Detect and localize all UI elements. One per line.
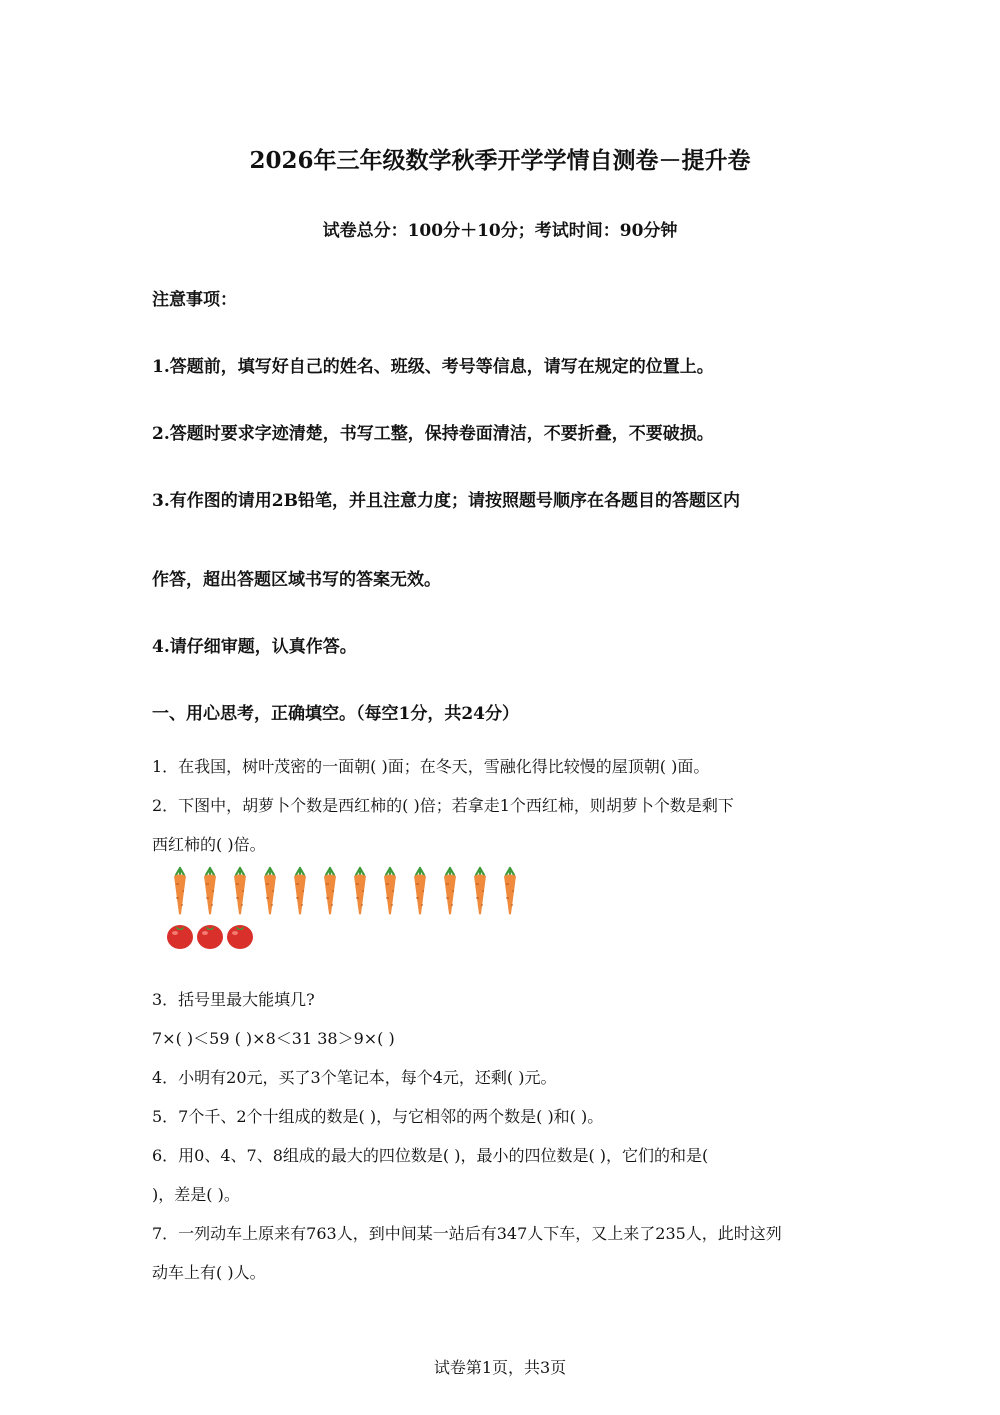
note-item: 3.有作图的请用2B铅笔，并且注意力度；请按照题号顺序在各题目的答题区内	[152, 491, 740, 511]
question-6: 6．用0、4、7、8组成的最大的四位数是( )，最小的四位数是( )，它们的和是(	[152, 1146, 709, 1165]
exam-info: 试卷总分：100分＋10分；考试时间：90分钟	[322, 221, 678, 241]
carrot-row	[165, 866, 525, 916]
carrot-icon	[255, 866, 285, 916]
tomato-icon	[165, 920, 195, 950]
note-item: 作答，超出答题区域书写的答案无效。	[152, 570, 441, 590]
carrot-icon	[285, 866, 315, 916]
question-4: 4．小明有20元，买了3个笔记本，每个4元，还剩( )元。	[152, 1068, 557, 1087]
tomato-row	[165, 920, 255, 950]
carrot-icon	[345, 866, 375, 916]
notes-heading: 注意事项：	[152, 290, 237, 310]
carrot-icon	[435, 866, 465, 916]
note-item: 1.答题前，填写好自己的姓名、班级、考号等信息，请写在规定的位置上。	[152, 357, 714, 377]
question-1: 1．在我国，树叶茂密的一面朝( )面；在冬天，雪融化得比较慢的屋顶朝( )面。	[152, 757, 710, 776]
question-7-cont: 动车上有( )人。	[152, 1263, 266, 1282]
question-3-blanks: 7×( )＜59 ( )×8＜31 38＞9×( )	[152, 1029, 395, 1048]
note-item: 4.请仔细审题，认真作答。	[152, 637, 357, 657]
carrot-icon	[375, 866, 405, 916]
question-3: 3．括号里最大能填几?	[152, 990, 315, 1009]
carrot-icon	[165, 866, 195, 916]
question-7: 7．一列动车上原来有763人，到中间某一站后有347人下车，又上来了235人，此时这列	[152, 1224, 782, 1243]
carrot-icon	[495, 866, 525, 916]
carrot-icon	[225, 866, 255, 916]
section-heading: 一、用心思考，正确填空。（每空1分，共24分）	[152, 704, 519, 724]
page-number: 试卷第1页，共3页	[433, 1358, 567, 1377]
question-2: 2．下图中，胡萝卜个数是西红柿的( )倍；若拿走1个西红柿，则胡萝卜个数是剩下	[152, 796, 734, 815]
carrot-icon	[315, 866, 345, 916]
question-2-cont: 西红柿的( )倍。	[152, 835, 266, 854]
note-item: 2.答题时要求字迹清楚，书写工整，保持卷面清洁，不要折叠，不要破损。	[152, 424, 714, 444]
tomato-icon	[225, 920, 255, 950]
carrot-icon	[465, 866, 495, 916]
page-title: 2026年三年级数学秋季开学学情自测卷－提升卷	[249, 147, 751, 174]
question-5: 5．7个千、2个十组成的数是( )，与它相邻的两个数是( )和( )。	[152, 1107, 604, 1126]
carrot-icon	[405, 866, 435, 916]
carrot-icon	[195, 866, 225, 916]
question-6-cont: )，差是( )。	[152, 1185, 240, 1204]
tomato-icon	[195, 920, 225, 950]
